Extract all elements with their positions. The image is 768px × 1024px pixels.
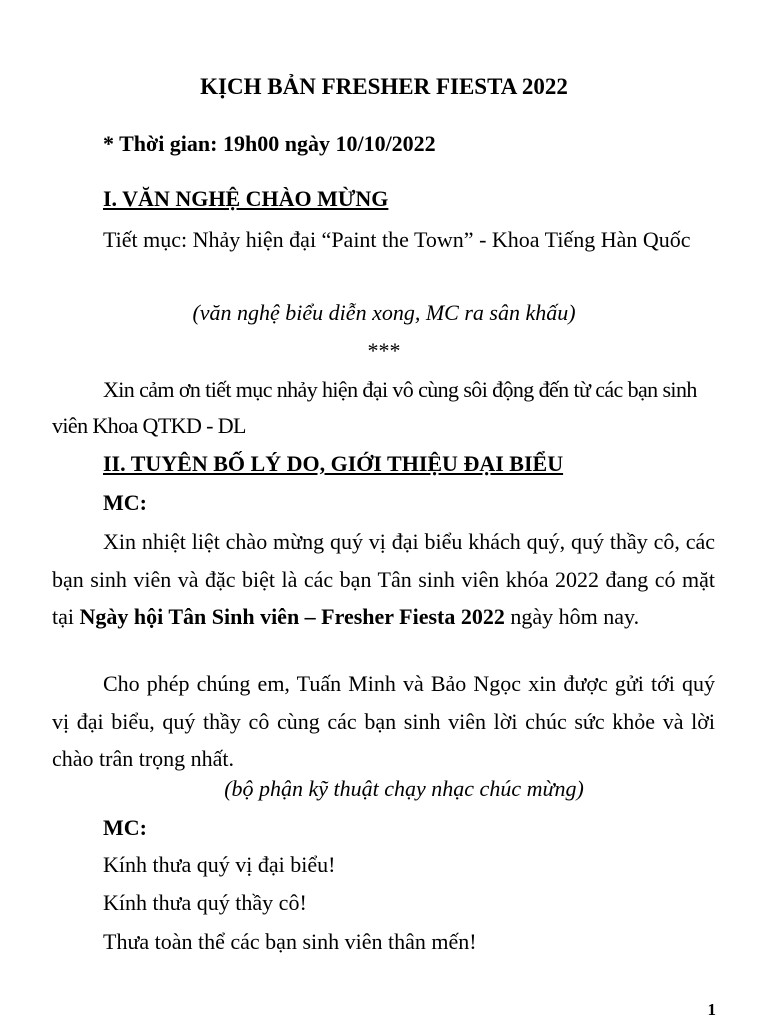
address-line: Kính thưa quý thầy cô!	[103, 890, 307, 915]
event-name: Ngày hội Tân Sinh viên – Fresher Fiesta 2022	[79, 604, 505, 629]
section-1-heading: I. VĂN NGHỆ CHÀO MỪNG	[103, 186, 389, 211]
stage-note: (văn nghệ biểu diễn xong, MC ra sân khấu)	[192, 300, 576, 325]
mc-label: MC:	[103, 490, 147, 515]
page-number: 1	[707, 1000, 716, 1019]
tech-note: (bộ phận kỹ thuật chạy nhạc chúc mừng)	[224, 776, 584, 801]
performance-text: Tiết mục: Nhảy hiện đại “Paint the Town” - Khoa Tiếng Hàn Quốc	[103, 227, 691, 252]
thanks-text: Xin cảm ơn tiết mục nhảy hiện đại vô cùng sôi động đến từ các bạn sinh viên Khoa QTKD - DL	[52, 377, 697, 438]
address-line: Kính thưa quý vị đại biểu!	[103, 852, 336, 877]
greeting-paragraph: Cho phép chúng em, Tuấn Minh và Bảo Ngọc xin được gửi tới quý vị đại biểu, quý thầy cô cùng các bạn sinh viên lời chúc sức khỏe và lời chào trân trọng nhất.	[52, 671, 715, 771]
document-title: KỊCH BẢN FRESHER FIESTA 2022	[200, 74, 568, 99]
welcome-text-1: Xin nhiệt liệt chào mừng quý vị đại biểu khách quý, quý thầy cô, các bạn sinh viên và đặc biệt là các bạn Tân sinh viên khóa 2022 đang có mặt tại	[52, 529, 715, 629]
welcome-text-2: ngày hôm nay.	[504, 604, 640, 629]
address-line: Thưa toàn thể các bạn sinh viên thân mến!	[103, 929, 477, 954]
section-2-heading: II. TUYÊN BỐ LÝ DO, GIỚI THIỆU ĐẠI BIỂU	[103, 451, 564, 476]
welcome-paragraph	[52, 523, 715, 636]
mc-label: MC:	[103, 815, 147, 840]
separator: ***	[367, 338, 401, 363]
event-time: * Thời gian: 19h00 ngày 10/10/2022	[103, 131, 436, 156]
